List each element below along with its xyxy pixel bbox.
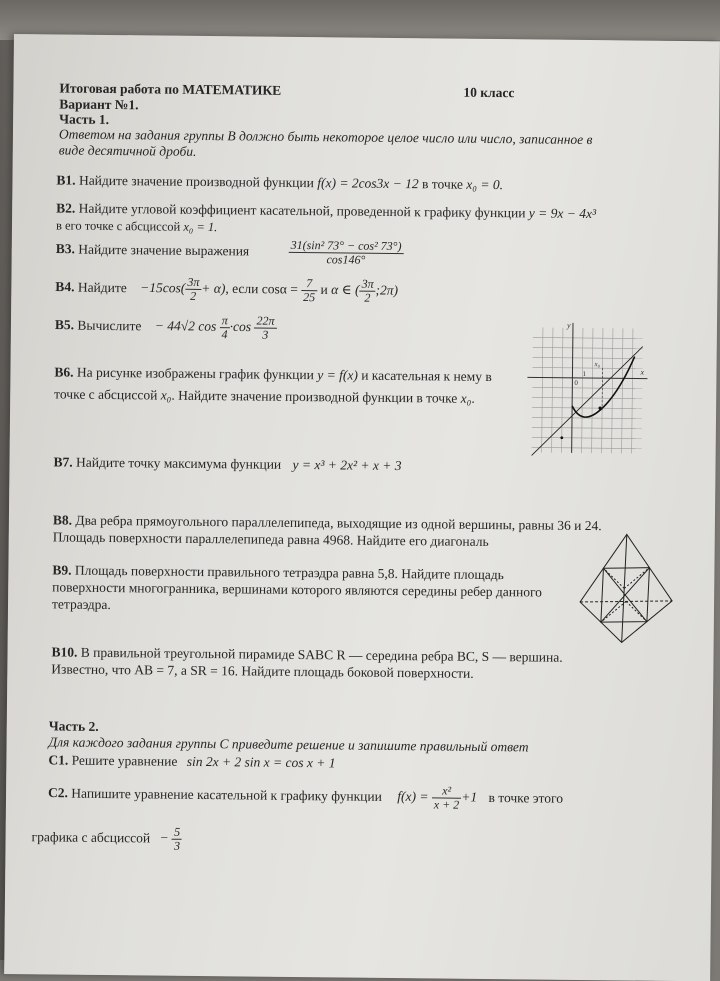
- task-b7: В7. Найдите точку максимума функции y = x³ + 2x² + x + 3: [53, 454, 401, 474]
- part1-title: Часть 1.: [59, 111, 109, 128]
- part2-title: Часть 2.: [49, 718, 99, 735]
- x-axis-label: x: [639, 368, 644, 377]
- task-b9-line2: поверхности многогранника, вершинами которого являются середины ребер данного: [52, 579, 542, 600]
- tangent-aux-point: [560, 436, 563, 439]
- x-axis: [527, 377, 647, 378]
- task-c2-line2: графика с абсциссой − $\frac{5}{3}$: [31, 824, 182, 853]
- origin-label: 0: [574, 379, 578, 387]
- exam-title: Итоговая работа по МАТЕМАТИКЕ: [59, 80, 281, 98]
- task-b10-line2: Известно, что AB = 7, а SR = 16. Найдите площадь боковой поверхности.: [51, 661, 473, 681]
- variant-label: Вариант №1.: [59, 96, 138, 113]
- task-b2-line2: в его точке с абсциссой x₀ = 1.: [56, 217, 218, 235]
- task-b8: В8. Два ребра прямоугольного параллелепипеда, выходящие из одной вершины, равны 36 и 24.: [53, 512, 602, 534]
- part1-instruction-1: Ответом на задания группы В должно быть некоторое целое число или число, записанное в: [59, 126, 593, 148]
- task-b6: В6. На рисунке изображены график функции y = f(x) и касательная к нему в: [54, 364, 491, 385]
- tangent-line: [532, 345, 643, 456]
- y-axis-label: y: [566, 321, 571, 330]
- unit-label: 1: [582, 370, 586, 378]
- task-b8-line2: Площадь поверхности параллелепипеда равна 4968. Найдите его диагональ: [53, 529, 489, 550]
- exam-sheet: [4, 34, 720, 981]
- task-b2: В2. Найдите угловой коэффициент касательной, проведенной к графику функции y = 9x − 4x³: [56, 200, 596, 222]
- part1-instruction-2: виде десятичной дроби.: [59, 142, 197, 159]
- y-axis: [572, 323, 573, 453]
- b6-function-graph: [522, 317, 653, 458]
- task-b1: В1. Найдите значение производной функции f(x) = 2cos3x − 12 в точке x₀ = 0.: [56, 172, 503, 193]
- task-c2: С2. Напишите уравнение касательной к графику функции f(x) = $\frac{\text{x²}}{x + 2}$ +1 в точке этого: [48, 780, 563, 812]
- task-b9-line3: тетраэдра.: [52, 596, 111, 613]
- b9-tetrahedron-figure: [576, 530, 677, 649]
- grade-label: 10 класс: [463, 85, 514, 102]
- task-b10: В10. В правильной треугольной пирамиде SABC R — середина ребра BC, S — вершина.: [51, 644, 562, 665]
- task-b6-line2: точке с абсциссой x₀. Найдите значение производной функции в точке x₀.: [54, 386, 475, 406]
- task-b4: В4. Найдите −15cos( $\frac{3\pi}{2}$ + α), если cosα = $\frac{7}{25}$ и α ∈ ( $\frac{3\pi}{2}$ ;2π): [55, 274, 398, 305]
- task-c1: С1. Решите уравнение sin 2x + 2 sin x = cos x + 1: [48, 752, 335, 771]
- part2-instruction: Для каждого задания группы С приведите решение и запишите правильный ответ: [48, 734, 528, 755]
- task-b9: В9. Площадь поверхности правильного тетраэдра равна 5,8. Найдите площадь: [52, 562, 504, 583]
- task-b3: В3. Найдите значение выражения $\frac{\text{31(sin² 73° − cos² 73°)}}{\cos 146^\circ}$: [56, 236, 404, 267]
- x0-label: x₀: [594, 360, 601, 368]
- graph-grid: [532, 327, 643, 453]
- task-b5: В5. Вычислите − 44√2 cos $\frac{\pi}{4}$ ·cos $\frac{22\pi}{3}$: [55, 312, 277, 341]
